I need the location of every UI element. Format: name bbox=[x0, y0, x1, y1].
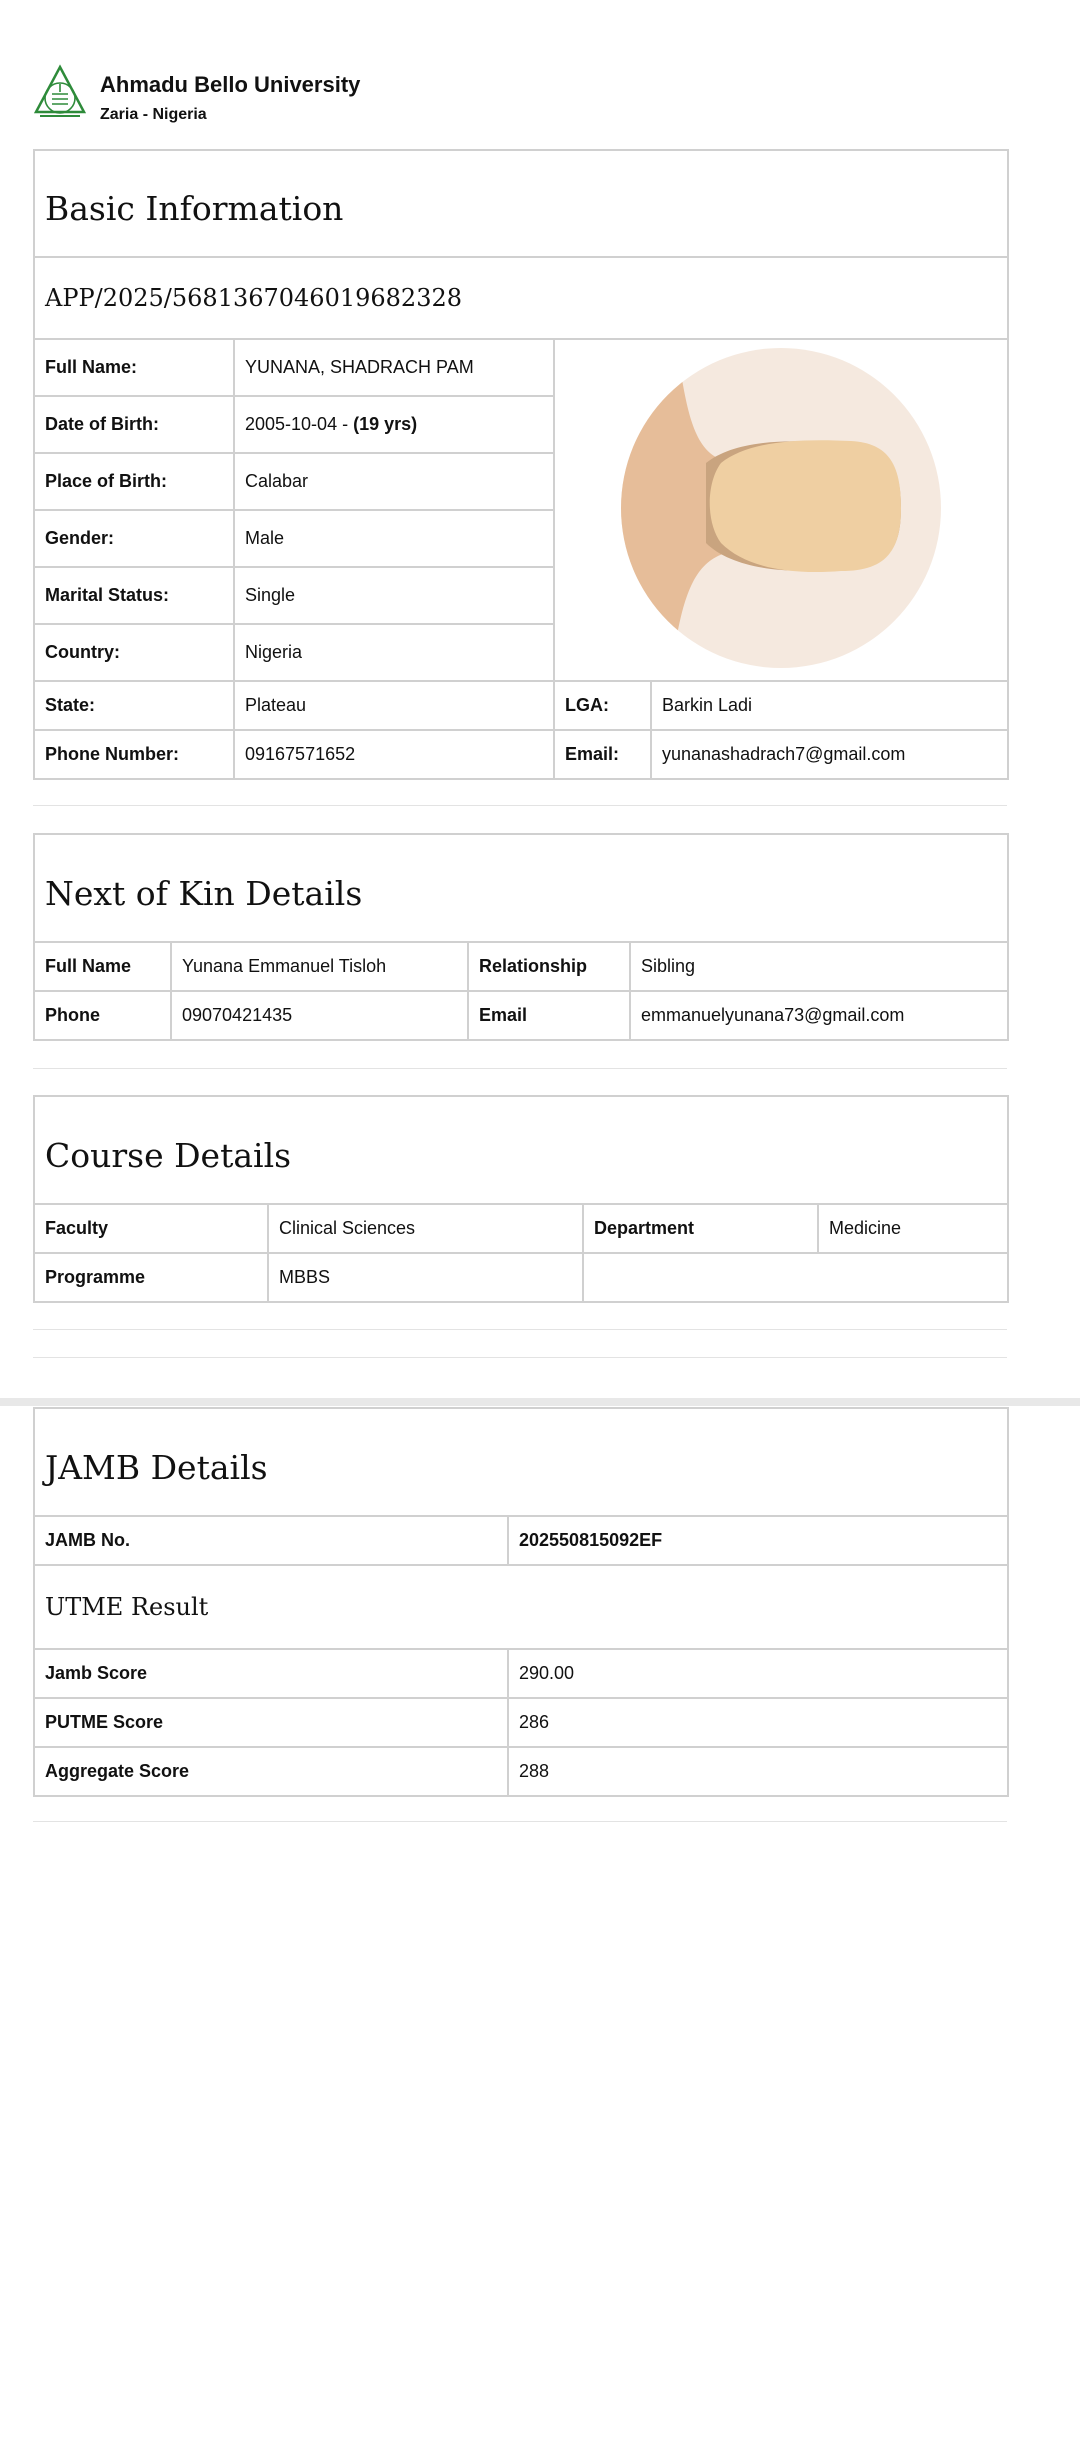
department-label: Department bbox=[583, 1204, 818, 1253]
jamb-score-value: 290.00 bbox=[508, 1649, 1008, 1698]
aggregate-score-value: 288 bbox=[508, 1747, 1008, 1796]
lga-label: LGA: bbox=[554, 681, 651, 730]
jamb-no-label: JAMB No. bbox=[34, 1516, 508, 1565]
university-logo-icon bbox=[32, 64, 88, 120]
divider bbox=[33, 805, 1007, 806]
basic-information-title: Basic Information bbox=[34, 150, 1008, 257]
faculty-value: Clinical Sciences bbox=[268, 1204, 583, 1253]
dob-value bbox=[234, 396, 554, 453]
course-details-table bbox=[33, 1095, 1009, 1303]
programme-value: MBBS bbox=[268, 1253, 583, 1302]
email-label: Email: bbox=[554, 730, 651, 779]
pob-label: Place of Birth: bbox=[34, 453, 234, 510]
jamb-details-title: JAMB Details bbox=[34, 1408, 1008, 1516]
university-location: Zaria - Nigeria bbox=[100, 106, 207, 123]
kin-email-value: emmanuelyunana73@gmail.com bbox=[630, 991, 1008, 1040]
university-name: Ahmadu Bello University bbox=[100, 72, 361, 97]
age: (19 yrs) bbox=[353, 414, 418, 434]
next-of-kin-table bbox=[33, 833, 1009, 1041]
email-value: yunanashadrach7@gmail.com bbox=[651, 730, 1008, 779]
dob-date: 2005-10-04 - bbox=[245, 414, 354, 434]
gender-value: Male bbox=[234, 510, 554, 567]
jamb-score-label: Jamb Score bbox=[34, 1649, 508, 1698]
putme-score-value: 286 bbox=[508, 1698, 1008, 1747]
kin-phone-label: Phone bbox=[34, 991, 171, 1040]
divider bbox=[33, 1357, 1007, 1358]
divider bbox=[33, 1329, 1007, 1330]
page-header bbox=[32, 64, 732, 128]
state-label: State: bbox=[34, 681, 234, 730]
phone-value: 09167571652 bbox=[234, 730, 554, 779]
faculty-label: Faculty bbox=[34, 1204, 268, 1253]
basic-information-table bbox=[33, 149, 1009, 780]
phone-label: Phone Number: bbox=[34, 730, 234, 779]
kin-relationship-label: Relationship bbox=[468, 942, 630, 991]
marital-status-label: Marital Status: bbox=[34, 567, 234, 624]
gender-label: Gender: bbox=[34, 510, 234, 567]
utme-result-title: UTME Result bbox=[34, 1565, 1008, 1649]
applicant-photo bbox=[616, 343, 946, 673]
marital-status-value: Single bbox=[234, 567, 554, 624]
divider bbox=[33, 1068, 1007, 1069]
country-label: Country: bbox=[34, 624, 234, 681]
kin-email-label: Email bbox=[468, 991, 630, 1040]
state-value: Plateau bbox=[234, 681, 554, 730]
divider bbox=[33, 1821, 1007, 1822]
next-of-kin-title: Next of Kin Details bbox=[34, 834, 1008, 942]
programme-label: Programme bbox=[34, 1253, 268, 1302]
course-details-title: Course Details bbox=[34, 1096, 1008, 1204]
putme-score-label: PUTME Score bbox=[34, 1698, 508, 1747]
page-break bbox=[0, 1398, 1080, 1406]
full-name-value: YUNANA, SHADRACH PAM bbox=[234, 339, 554, 396]
photo-cell bbox=[554, 339, 1008, 681]
application-id: APP/2025/5681367046019682328 bbox=[34, 257, 1008, 339]
dob-label: Date of Birth: bbox=[34, 396, 234, 453]
department-value: Medicine bbox=[818, 1204, 1008, 1253]
jamb-details-table bbox=[33, 1407, 1009, 1797]
pob-value: Calabar bbox=[234, 453, 554, 510]
aggregate-score-label: Aggregate Score bbox=[34, 1747, 508, 1796]
jamb-no-value: 202550815092EF bbox=[508, 1516, 1008, 1565]
kin-full-name-label: Full Name bbox=[34, 942, 171, 991]
full-name-label: Full Name: bbox=[34, 339, 234, 396]
lga-value: Barkin Ladi bbox=[651, 681, 1008, 730]
country-value: Nigeria bbox=[234, 624, 554, 681]
kin-full-name-value: Yunana Emmanuel Tisloh bbox=[171, 942, 468, 991]
kin-relationship-value: Sibling bbox=[630, 942, 1008, 991]
kin-phone-value: 09070421435 bbox=[171, 991, 468, 1040]
empty-cell bbox=[583, 1253, 1008, 1302]
